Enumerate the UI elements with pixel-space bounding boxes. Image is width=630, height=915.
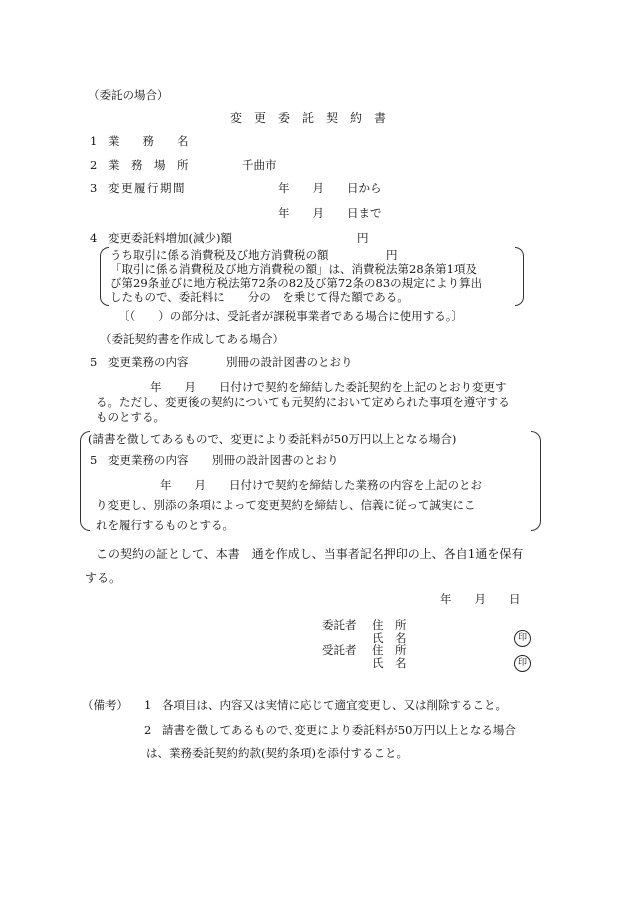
tax-box-line: うち取引に係る消費税及び地方消費税の額 円 <box>110 248 398 262</box>
remark-text: 各項目は、内容又は実情に応じて適宜変更し、又は削除すること。 <box>162 698 507 712</box>
paragraph-line: れを履行するものとする。 <box>96 518 234 532</box>
item-label-business-location: 業 務 場 所 <box>108 158 189 172</box>
item-label-business-name: 業 務 名 <box>108 134 189 148</box>
tax-box-right-bracket <box>515 247 524 306</box>
closing-line: この契約の証として、本書 通を作成し、当事者記名押印の上、各自1通を保有 <box>96 547 524 561</box>
fee-change-unit: 円 <box>357 231 369 245</box>
seal-mark-icon: 印 <box>514 630 531 647</box>
tax-note: 〔（ ）の部分は、受託者が課税事業者である場合に使用する。〕 <box>118 309 463 323</box>
remarks-label: （備考） <box>82 698 128 712</box>
item-number: 1 <box>90 134 98 148</box>
address-label: 住 所 <box>372 643 407 657</box>
item-number: 3 <box>90 181 98 195</box>
business-location-value: 千曲市 <box>242 158 277 172</box>
name-label: 氏 名 <box>372 631 407 645</box>
stamp-section-left-bracket <box>80 431 90 531</box>
item-number: 5 <box>90 355 98 369</box>
remark-number: 1 <box>144 698 152 712</box>
closing-line: する。 <box>85 571 122 585</box>
tax-box-line: したもので、委託料に 分の を乗じて得た額である。 <box>110 290 409 304</box>
remark-text: は、業務委託契約約款(契約条項)を添付すること。 <box>146 746 408 760</box>
section-header-contract-created: （委託契約書を作成してある場合） <box>100 332 284 346</box>
case-label: （委託の場合） <box>88 88 169 102</box>
item-label-fee-change: 変更委託料増加(減少)額 <box>108 231 232 245</box>
signing-date: 年 月 日 <box>440 592 521 606</box>
tax-box-line: び第29条並びに地方税法第72条の82及び第72条の83の規定により算出 <box>110 276 483 290</box>
seal-mark-icon: 印 <box>514 655 531 672</box>
tax-box-left-bracket <box>100 247 109 306</box>
paragraph-line: る。ただし、変更後の契約についても元契約において定められた事項を遵守する <box>96 395 510 409</box>
remark-number: 2 <box>144 723 152 737</box>
contractor-role: 受託者 <box>322 643 357 657</box>
item-number: 2 <box>90 158 98 172</box>
change-content-value: 別冊の設計図書のとおり <box>226 355 353 369</box>
item-number: 5 <box>90 453 98 467</box>
period-from: 年 月 日から <box>278 181 382 195</box>
document-title: 変 更 委 託 契 約 書 <box>230 111 387 125</box>
paragraph-line: 年 月 日付けで契約を締結した業務の内容を上記のとお <box>160 478 482 492</box>
paragraph-line: ものとする。 <box>96 410 165 424</box>
stamp-section-right-bracket <box>531 431 541 531</box>
paragraph-line: り変更し、別添の条項によって変更契約を締結し、信義に従って誠実にこ <box>96 498 476 512</box>
consignor-role: 委託者 <box>322 618 357 632</box>
remark-text: 請書を徴してあるもので､変更により委託料が50万円以上となる場合 <box>162 723 516 737</box>
section-header-stamp: (請書を徴してあるもので、変更により委託料が50万円以上となる場合) <box>88 432 457 446</box>
paragraph-line: 年 月 日付けで契約を締結した委託契約を上記のとおり変更す <box>150 380 507 394</box>
change-content-value: 別冊の設計図書のとおり <box>212 453 339 467</box>
name-label: 氏 名 <box>372 656 407 670</box>
address-label: 住 所 <box>372 618 407 632</box>
item-number: 4 <box>90 231 98 245</box>
item-label-change-content: 変更業務の内容 <box>108 355 189 369</box>
item-label-change-content: 変更業務の内容 <box>108 453 189 467</box>
tax-box-line: 「取引に係る消費税及び地方消費税の額」は、消費税法第28条第1項及 <box>110 262 477 276</box>
period-to: 年 月 日まで <box>278 206 382 220</box>
item-label-performance-period: 変更履行期間 <box>108 181 186 195</box>
